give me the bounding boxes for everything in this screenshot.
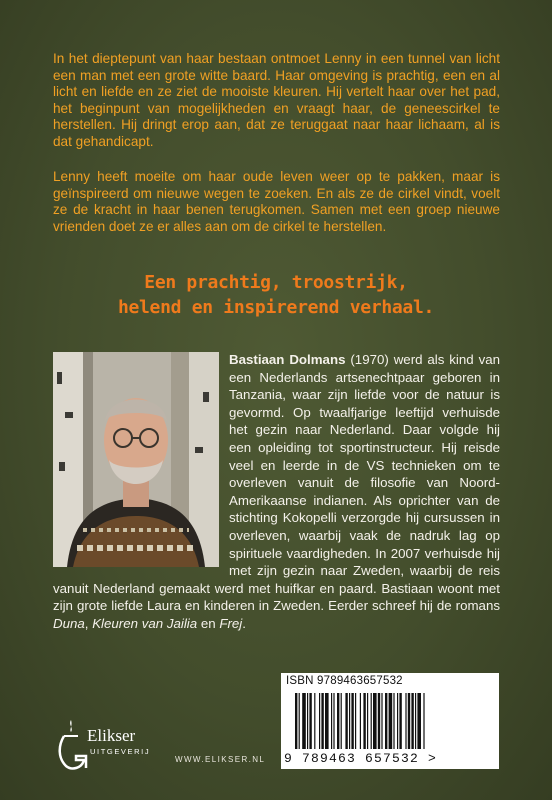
blurb-paragraph-2: Lenny heeft moeite om haar oude leven weer op te pakken, maar is geïnspireerd om nieuwe wegen te zoeken. En als ze de cirkel vindt, voelt ze de kracht in haar benen terugkomen. Samen met een groep nieuwe vrienden doet ze er alles aan om de cirkel te herstellen. (53, 169, 500, 234)
tagline-line-1: Een prachtig, troostrijk, (144, 272, 408, 293)
publisher-name: Elikser (87, 726, 136, 745)
publisher-subtitle: UITGEVERIJ (90, 747, 151, 756)
barcode-panel (281, 673, 499, 769)
bio-end: . (242, 615, 246, 631)
publisher-logo-icon (52, 716, 172, 776)
novel-title-3: Frej (219, 615, 243, 631)
bio-text: (1970) werd als kind van een Nederlands artsenechtpaar geboren in Tanzania, waar zijn liefde voor de natuur is gevormd. Op twaalfjarige leeftijd verhuisde het gezin naar Nederland. Daar volgde hij een opleiding tot sportinstructeur. Hij reisde veel en leerde in de VS technieken om te overleven vanuit de filosofie van Noord-Amerikaanse indianen. Als oprichter van de stichting Kokopelli verzorgde hij cursussen in overleven, waarbij vaak de nadruk lag op spirituele vaardigheden. In 2007 verhuisde hij met zijn gezin naar Zweden, waarbij de reis vanuit Nederland gemaakt werd met huifkar en paard. Bastiaan woont met zijn grote liefde Laura en kinderen in Zweden. Eerder schreef hij de romans (53, 352, 501, 614)
novel-title-2: Kleuren van Jailia (92, 615, 198, 631)
tagline (40, 270, 512, 320)
photo-spacer (53, 351, 219, 569)
author-name: Bastiaan Dolmans (229, 352, 346, 367)
blurb-paragraph-1: In het dieptepunt van haar bestaan ontmoet Lenny in een tunnel van licht een man met een grote witte baard. Haar omgeving is prachtig, een en al licht en liefde en ze ziet de mooiste kleuren. Hij vertelt haar over het pad, het beginpunt van mogelijkheden en vraagt haar, de geneescirkel te herstellen. Hij dringt erop aan, dat ze teruggaat naar haar lichaam, al is dat gehandicapt. (53, 51, 500, 149)
author-biography (53, 351, 500, 633)
barcode-digits: 9 789463 657532 > (284, 751, 438, 766)
tagline-line-2: helend en inspirerend verhaal. (117, 297, 435, 318)
novel-title-1: Duna (53, 615, 85, 631)
separator: en (197, 615, 220, 631)
publisher-website: WWW.ELIKSER.NL (175, 755, 266, 764)
isbn-label: ISBN 9789463657532 (286, 675, 403, 687)
separator: , (84, 615, 93, 631)
